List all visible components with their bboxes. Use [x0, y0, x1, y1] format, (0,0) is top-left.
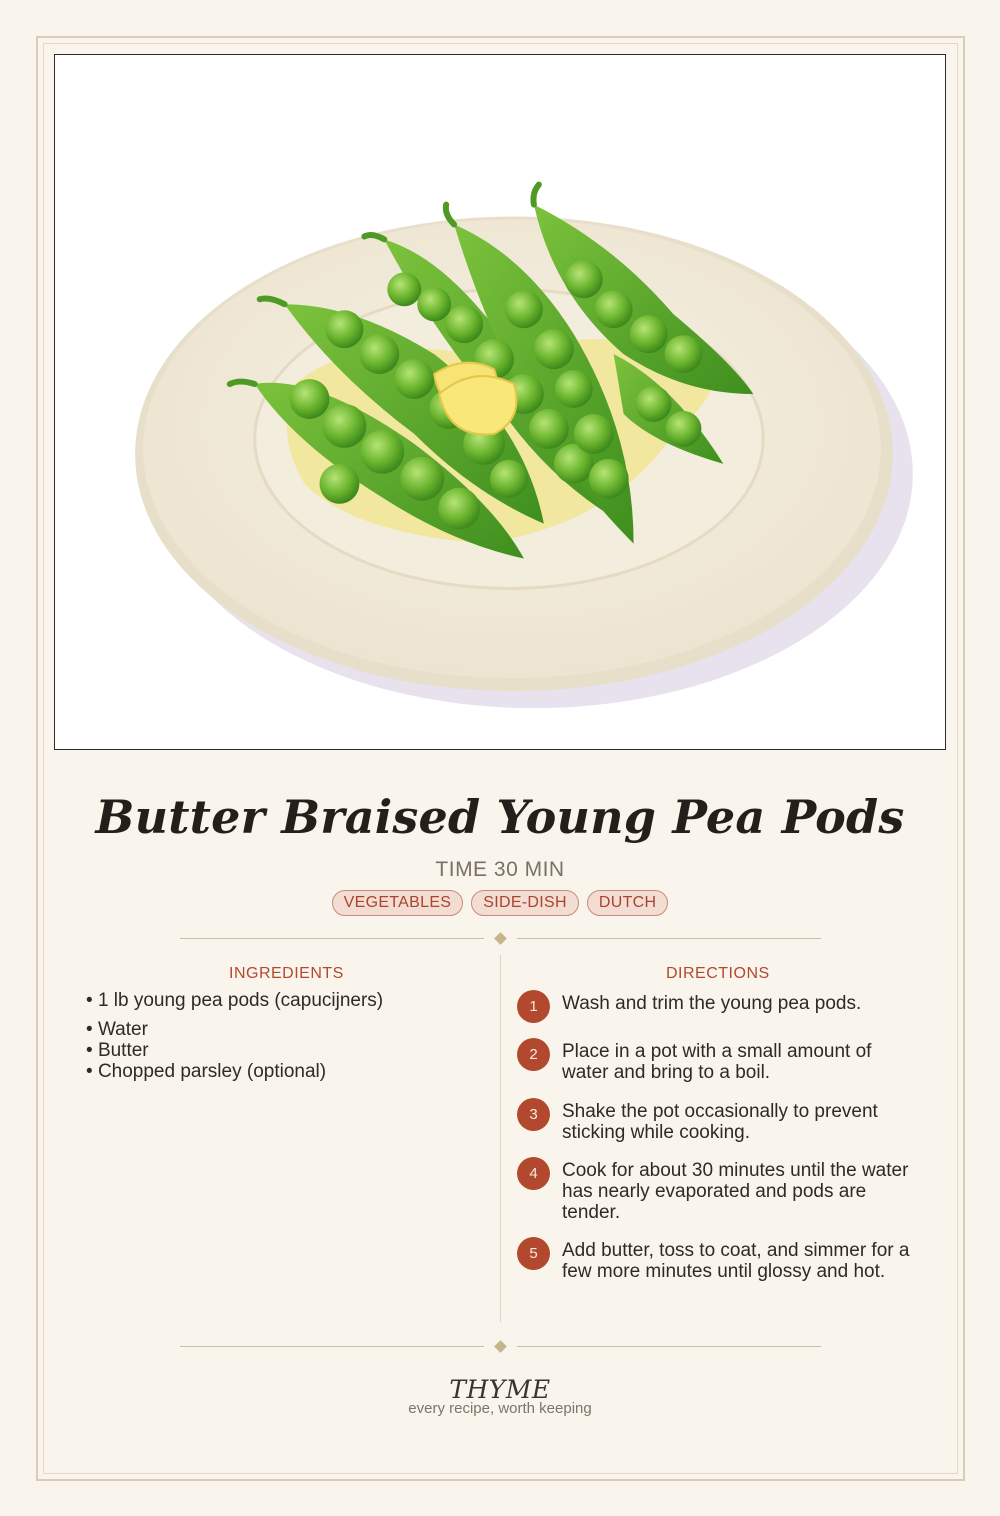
tag-side-dish[interactable]: SIDE-DISH — [471, 890, 579, 916]
step-text: Wash and trim the young pea pods. — [562, 993, 862, 1014]
ingredients-list — [86, 990, 486, 1082]
step-text: Add butter, toss to coat, and simmer for a few more minutes until glossy and hot. — [562, 1240, 910, 1282]
recipe-title: Butter Braised Young Pea Pods — [95, 790, 905, 844]
step-number-badge: 2 — [517, 1038, 550, 1071]
step-number-badge: 1 — [517, 990, 550, 1023]
ingredients-heading: INGREDIENTS — [229, 965, 344, 982]
column-separator — [500, 955, 501, 1322]
step-text: Place in a pot with a small amount of water and bring to a boil. — [562, 1041, 872, 1083]
step-number-badge: 4 — [517, 1157, 550, 1190]
step-number-badge: 5 — [517, 1237, 550, 1270]
directions-heading: DIRECTIONS — [666, 965, 770, 982]
diamond-ornament-icon — [494, 932, 507, 945]
diamond-ornament-icon — [494, 1340, 507, 1353]
list-item: • Butter — [86, 1040, 486, 1061]
tag-vegetables[interactable]: VEGETABLES — [332, 890, 464, 916]
recipe-illustration — [54, 54, 946, 750]
list-item: • Water — [86, 1019, 486, 1040]
brand-tagline: every recipe, worth keeping — [408, 1400, 592, 1417]
cook-time: TIME 30 MIN — [435, 858, 565, 881]
tag-dutch[interactable]: DUTCH — [587, 890, 669, 916]
step-text: Shake the pot occasionally to prevent sticking while cooking. — [562, 1101, 878, 1143]
step-number-badge: 3 — [517, 1098, 550, 1131]
step-text: Cook for about 30 minutes until the water has nearly evaporated and pods are tender. — [562, 1160, 909, 1223]
list-item: • 1 lb young pea pods (capucijners) — [86, 990, 486, 1011]
brand-logo: THYME — [449, 1375, 551, 1404]
tag-list — [0, 890, 1000, 916]
divider-top — [180, 933, 821, 945]
list-item: • Chopped parsley (optional) — [86, 1061, 486, 1082]
divider-bottom — [180, 1341, 821, 1353]
